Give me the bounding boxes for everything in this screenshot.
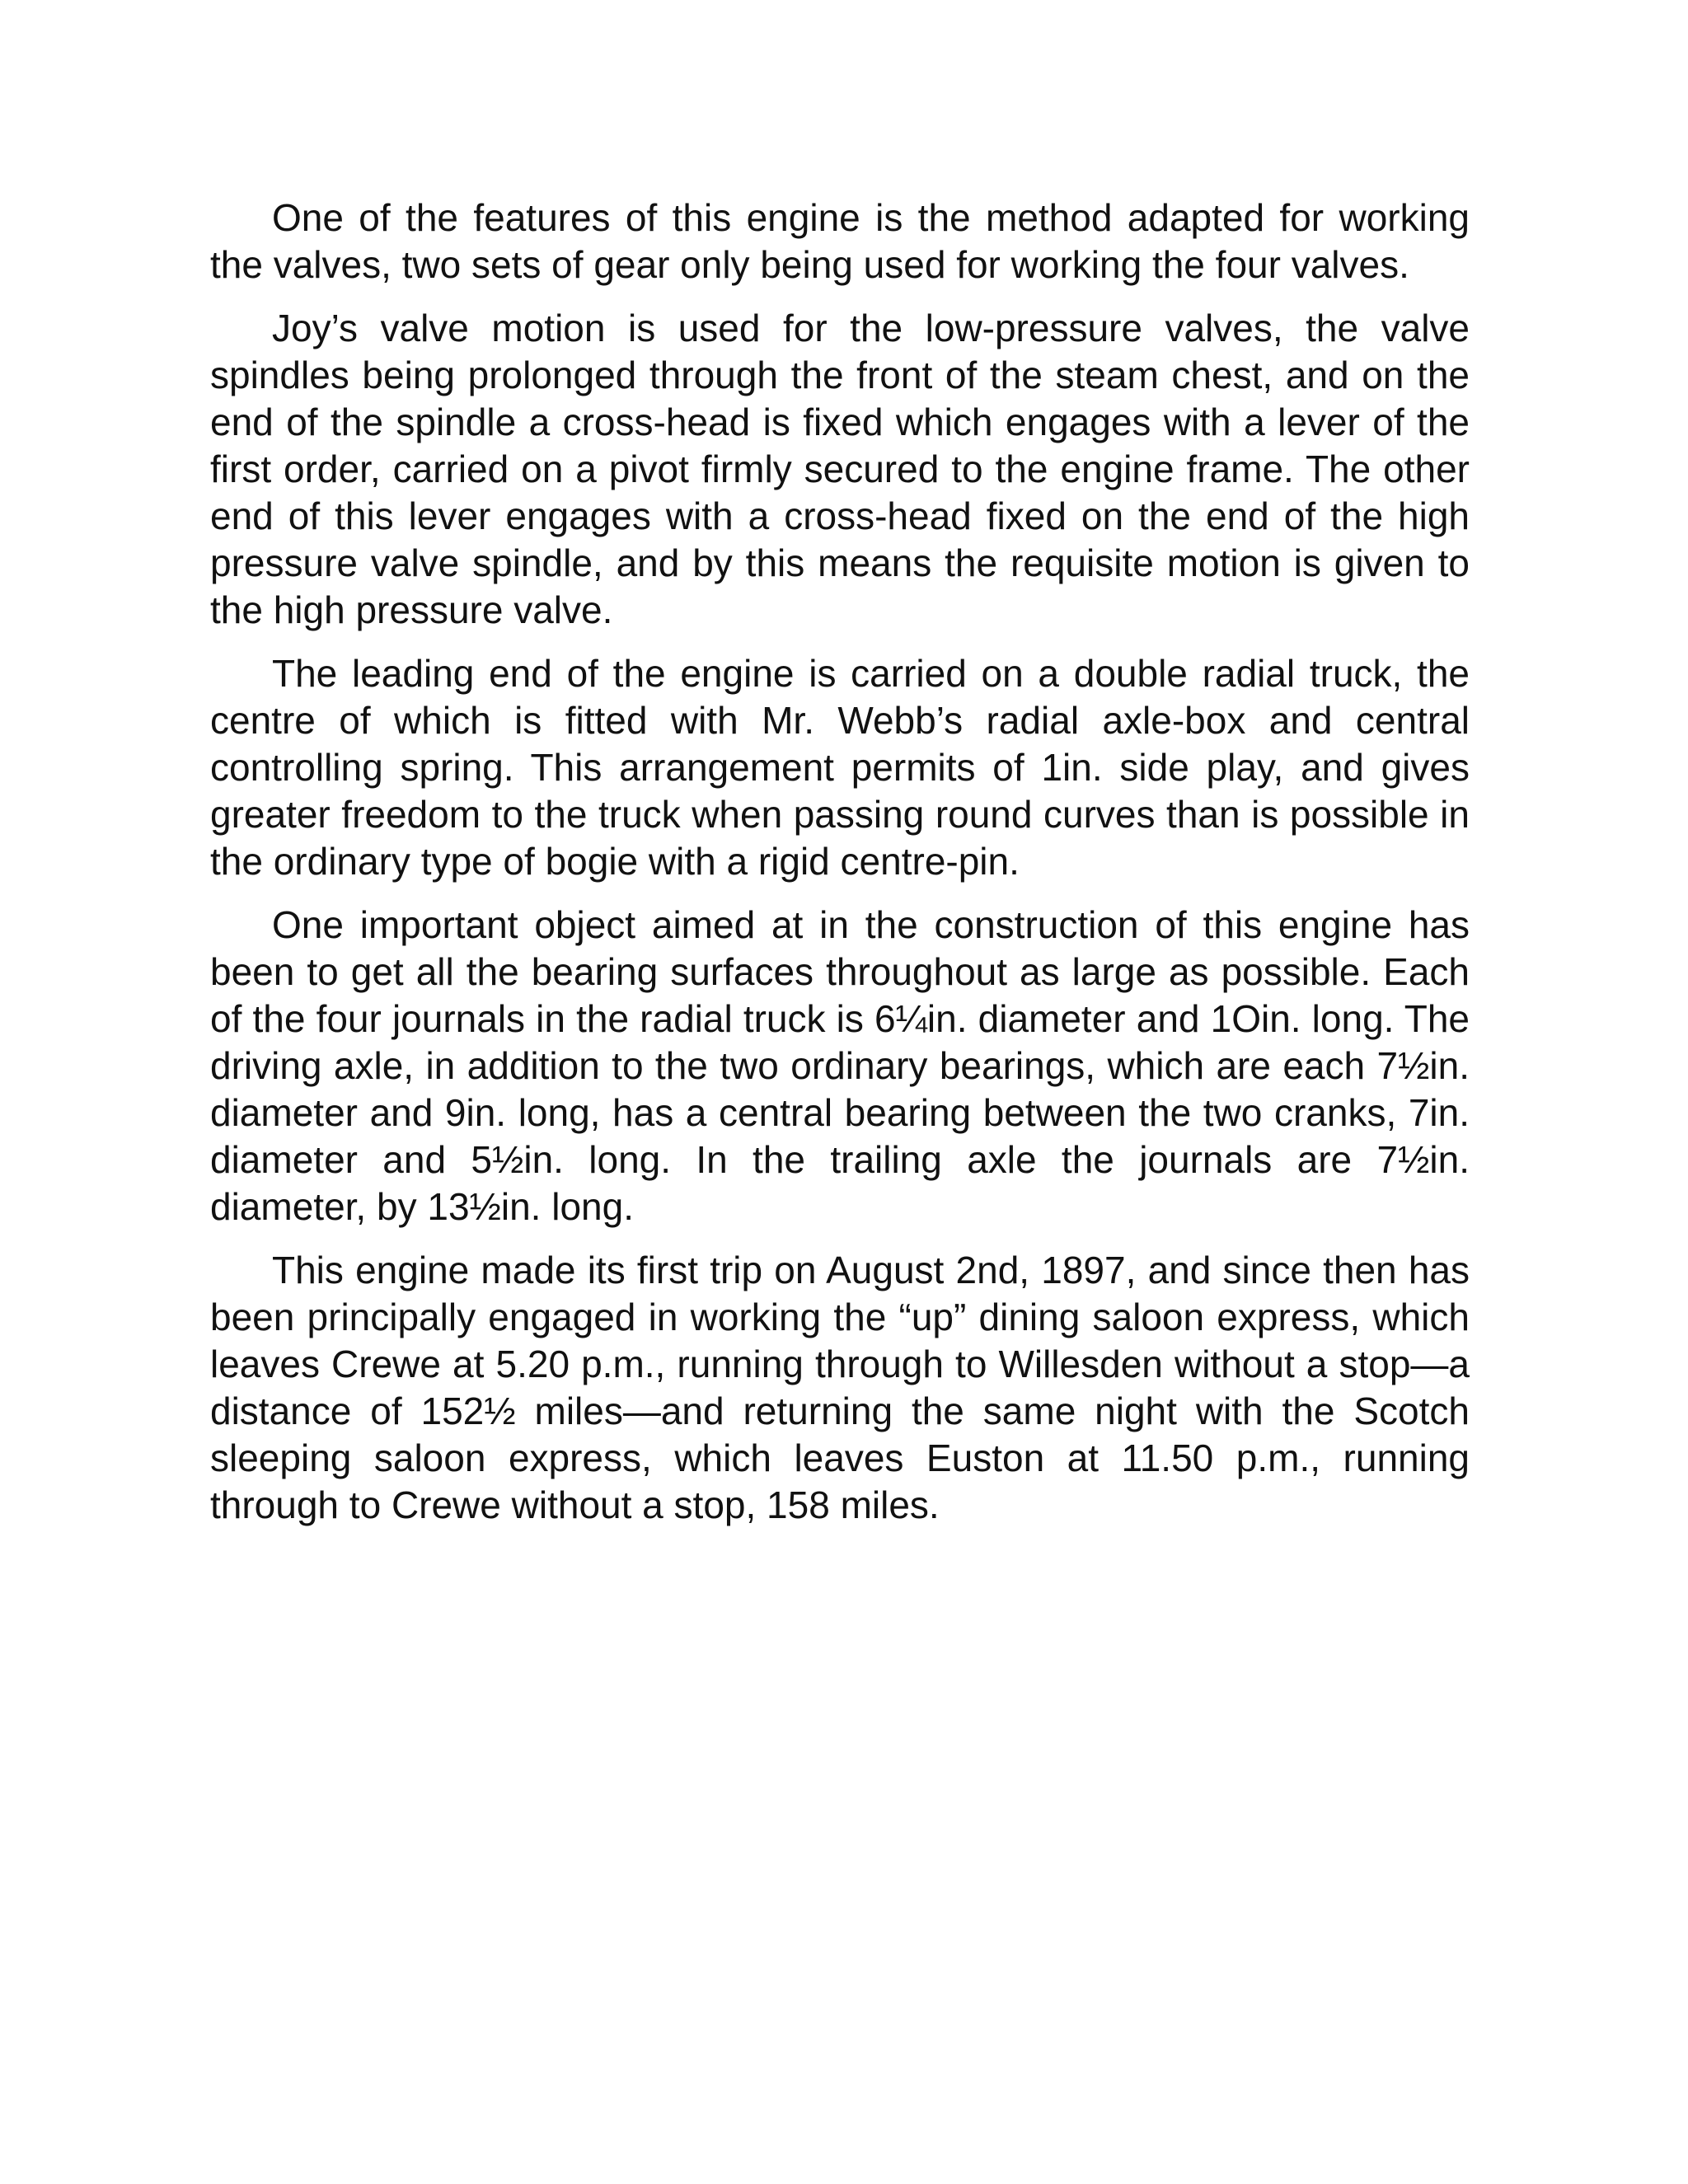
paragraph-joy-valve-motion: Joy’s valve motion is used for the low-pressure valves, the valve spindles being prolonged through the front of the steam chest, and on the end of the spindle a cross-head is fixed which engages with a lever of the first order, carried on a pivot firmly secured to the engine frame. The other end of this lever engages with a cross-head fixed on the end of the high pressure valve spindle, and by this means the requisite motion is given to the high pressure valve. xyxy=(210,307,1470,631)
paragraph-valve-gear: One of the features of this engine is the method adapted for working the valves, two sets of gear only being used for working the four valves. xyxy=(210,196,1470,286)
paragraph-radial-truck: The leading end of the engine is carried on a double radial truck, the centre of which is fitted with Mr. Webb’s radial axle-box and central controlling spring. This arrangement permits of 1in. side play, and gives greater freedom to the truck when passing round curves than is possible in the ordinary type of bogie with a rigid centre-pin. xyxy=(210,652,1470,883)
paragraph-first-trip: This engine made its first trip on August 2nd, 1897, and since then has been principally engaged in working the “up” dining saloon express, which leaves Crewe at 5.20 p.m., running through to Willesden without a stop—a distance of 152½ miles—and returning the same night with the Scotch sleeping saloon express, which leaves Euston at 11.50 p.m., running through to Crewe without a stop, 158 miles. xyxy=(210,1249,1470,1526)
body-text xyxy=(210,194,1470,1545)
paragraph-bearing-surfaces: One important object aimed at in the construction of this engine has been to get all the bearing surfaces throughout as large as possible. Each of the four journals in the radial truck is 6¼in. diameter and 1Oin. long. The driving axle, in addition to the two ordinary bearings, which are each 7½in. diameter and 9in. long, has a central bearing between the two cranks, 7in. diameter and 5½in. long. In the trailing axle the journals are 7½in. diameter, by 13½in. long. xyxy=(210,903,1470,1228)
